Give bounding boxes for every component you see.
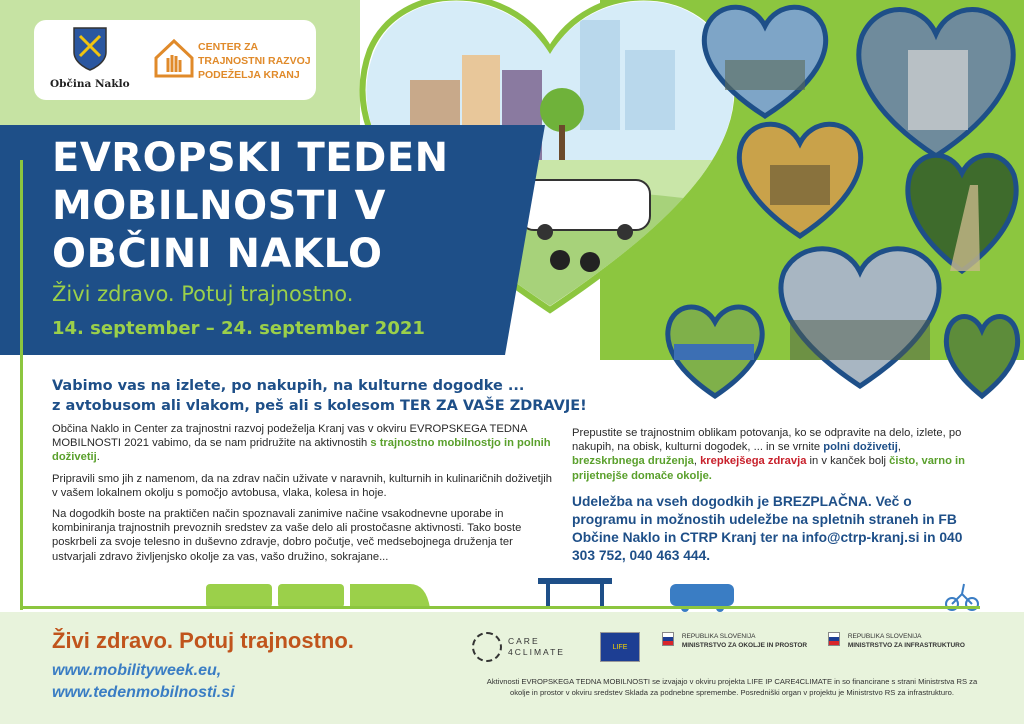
right-p1-text: Prepustite se trajnostnim oblikam potovanja, ko se odpravite na delo, izlete, po nakupih, na obisk, kulturni dogodek, ... in se vrnite [572, 427, 962, 454]
right-mid-text: in v kanček bolj [806, 455, 890, 468]
right-column [572, 426, 972, 565]
intro-heading [52, 376, 612, 416]
photo-heart-bikes [695, 0, 835, 120]
highlight-polni-dozivetij: polni doživetij [823, 441, 898, 454]
photo-heart-hikers [940, 310, 1024, 400]
photo-heart-bus-interior [730, 115, 870, 240]
care-line-1: CARE [508, 636, 540, 646]
ministry1-line-1: REPUBLIKA SLOVENIJA [681, 633, 756, 640]
photo-heart-bus-boarding [848, 0, 1024, 160]
ctrp-house-hand-icon [152, 36, 196, 80]
link-tedenmobilnosti[interactable]: www.tedenmobilnosti.si [52, 684, 235, 701]
photo-heart-cyclists [770, 240, 950, 390]
ctrp-line-3: PODEŽELJA KRANJ [198, 69, 300, 81]
ministry2-line-2: MINISTRSTVO ZA INFRASTRUKTURO [847, 642, 965, 649]
accent-line-horizontal [20, 606, 980, 609]
ministry2-line-1: REPUBLIKA SLOVENIJA [847, 633, 922, 640]
slovenia-crest-icon [828, 632, 840, 646]
ctrp-line-2: TRAJNOSTNI RAZVOJ [198, 55, 311, 67]
municipality-name: Občina Naklo [50, 78, 130, 90]
right-paragraph-1 [572, 426, 972, 483]
left-column [52, 422, 557, 571]
ministry-infrastructure-logo [828, 632, 965, 650]
photo-heart-train [660, 300, 770, 400]
title-line-2: MOBILNOSTI V [52, 183, 387, 229]
naklo-crest-icon [72, 26, 108, 72]
intro-line-2: z avtobusom ali vlakom, peš ali s kolesom TER ZA VAŠE ZDRAVJE! [52, 398, 587, 414]
care4climate-icon [472, 632, 502, 662]
left-paragraph-1 [52, 422, 557, 465]
left-p1-end: . [96, 451, 100, 464]
footer-slogan: Živi zdravo. Potuj trajnostno. [52, 628, 354, 653]
slovenia-crest-icon [662, 632, 674, 646]
page-title [52, 134, 449, 278]
accent-line-vertical [20, 160, 23, 610]
link-mobilityweek[interactable]: www.mobilityweek.eu, [52, 662, 222, 679]
title-line-3: OBČINI NAKLO [52, 231, 383, 277]
eu-life-flag-icon: LIFE [600, 632, 640, 662]
ministry-environment-text [682, 632, 807, 650]
left-paragraph-2: Pripravili smo jih z namenom, da na zdrav način uživate v naravnih, kulturnih in kulinaričnih doživetjih v vašem lokalnem okolju s pomočjo avtobusa, vlaka, kolesa in hoje. [52, 472, 552, 499]
highlight-druzenja: brezskrbnega druženja [572, 455, 694, 468]
funding-footnote: Aktivnosti EVROPSKEGA TEDNA MOBILNOSTI se izvajajo v okviru projekta LIFE IP CARE4CLIMATE in so financirane s strani Ministrstva RS za okolje in prostor v okviru sredstev Sklada za podnebne spremembe. Posredniški organ v projektu je Ministrstvo RS za infrastrukturo. [486, 677, 978, 697]
title-banner-notch [505, 125, 545, 355]
right-sep-2: , [693, 455, 701, 468]
ministry1-line-2: MINISTRSTVO ZA OKOLJE IN PROSTOR [681, 642, 808, 649]
ministry-environment-logo [662, 632, 807, 650]
ministry-infrastructure-text [848, 632, 965, 650]
left-p1-text: Občina Naklo in Center za trajnostni razvoj podeželja Kranj vas v okviru EVROPSKEGA TEDNA MOBILNOSTI 2021 vabimo, da se nam pridružite na aktivnostih [52, 423, 527, 450]
care4climate-logo [472, 632, 565, 662]
ctrp-line-1: CENTER ZA [198, 41, 259, 53]
intro-line-1: Vabimo vas na izlete, po nakupih, na kulturne dogodke ... [52, 378, 525, 394]
left-paragraph-3: Na dogodkih boste na praktičen način spoznavali zanimive načine vsakodnevne uporabe in kombiniranja trajnostnih prevoznih sredstev za vaše delo ali prostočasne aktivnosti. Tako boste poskrbeli za svoje telesno in duševno zdravje, dobro počutje, več medsebojnega druženja ter ustvarjali zdravo življenjsko okolje za vas, vašo družino, sokrajane... [52, 508, 522, 563]
care-line-2: 4CLIMATE [508, 647, 565, 657]
participation-info: Udeležba na vseh dogodkih je BREZPLAČNA. Več o programu in možnostih udeležbe na spletnih straneh in FB Občine Naklo in CTRP Kranj ter na info@ctrp-kranj.si in 040 303 752, 040 463 444. [572, 493, 963, 563]
title-line-1: EVROPSKI TEDEN [52, 135, 449, 181]
logo-card [34, 20, 316, 100]
care4climate-text [508, 636, 565, 658]
right-sep-1: , [897, 441, 901, 454]
highlight-okolje: čisto, varno in prijetnejše domače okolje. [572, 455, 965, 482]
event-dates: 14. september – 24. september 2021 [52, 318, 425, 339]
ctrp-name [198, 40, 311, 82]
left-p1-highlight: s trajnostno mobilnostjo in polnih doživetij [52, 437, 551, 464]
subtitle: Živi zdravo. Potuj trajnostno. [52, 282, 354, 306]
highlight-zdravja: krepkejšega zdravja [700, 455, 807, 468]
